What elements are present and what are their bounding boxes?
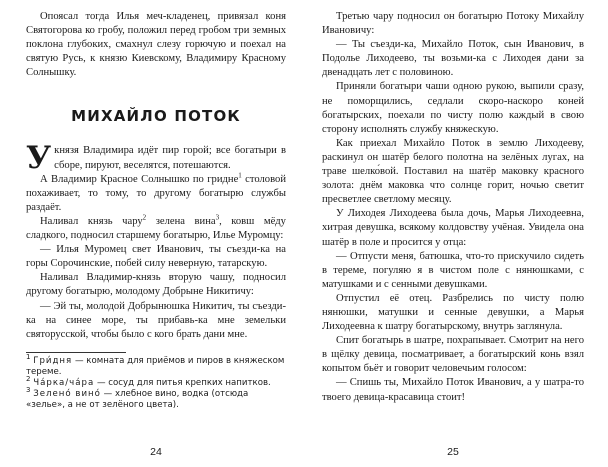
drop-cap-letter: У: [26, 140, 52, 177]
paragraph: [26, 173, 286, 215]
paragraph: — Спишь ты, Михайло Поток Иванович, а у шатра-то твоего девица-красавица стоит!: [322, 377, 584, 403]
footnote: [26, 385, 286, 411]
intro-paragraph: Опоясал тогда Илья меч-кладенец, привязал коня Святогорова ко гробу, положил перед гробом три земных поклона глубоких, смахнул слезу горючую и поехал на святую Русь, к князю Киевскому, Владимиру Красному Солнышку.: [26, 11, 286, 79]
page-number-left: 24: [150, 446, 162, 458]
paragraph: Приняли богатыри чаши одною рукою, выпили сразу, не поморщились, седлали скоро-наскоро коней богатырских, поехали по чисту полю каждый в свою сторону исполнять службу княжескую.: [322, 81, 584, 135]
footnote: [26, 352, 286, 378]
paragraph-text: А Владимир Красное Солнышко по гридне: [40, 173, 239, 185]
footnote-text: — комната для приёмов и пиров в княжеском тереме.: [26, 355, 285, 377]
footnote-term: Зелено́ вино́: [33, 388, 101, 399]
paragraph: — Эй ты, молодой Добрынюшка Никитич, ты съезди-ка на синее море, ты прибавь-ка мне земельки святорусской, чтобы было с кого брать дани мне.: [26, 300, 286, 340]
footnote-ref: 3: [215, 213, 220, 222]
paragraph-text: Наливал князь чару: [40, 215, 143, 227]
chapter-title: МИХАЙЛО ПОТОК: [71, 107, 241, 126]
footnote-text: — хлебное вино, водка (отсюда «зелье», а не от зелёного цвета).: [26, 388, 249, 410]
paragraph: Как приехал Михайло Поток в землю Лиходееву, раскинул он шатёр белого полотна на зелёных лугах, на траве шелко́вой. Поставил на шатёр маковку красного золота: днём маковка что солнце горит, ночью светит пресветлее светлому месяцу.: [322, 137, 584, 206]
footnote-number: 2: [26, 374, 31, 383]
footnote-ref: 2: [142, 213, 147, 222]
paragraph-text: зелена вина: [146, 215, 216, 227]
footnote-number: 1: [26, 352, 31, 361]
paragraph: Спит богатырь в шатре, похрапывает. Смотрит на него в щёлку девица, посматривает, а богатырский конь взял копытом бьёт и говорит человечьим голосом:: [322, 335, 584, 375]
paragraph: [26, 215, 286, 243]
page-number-right: 25: [447, 446, 459, 458]
footnote-term: Гри́дня: [33, 355, 73, 366]
paragraph-text: столовой похаживает, то тому, то другому богатырю службы раздаёт.: [26, 173, 287, 213]
opening-paragraph-text: князя Владимира идёт пир горой; все богатыри в сборе, пируют, веселятся, потешаются.: [54, 145, 286, 171]
paragraph-text: , ковш мёду сладкого, подносил старшему богатырю, Илье Муромцу:: [26, 215, 286, 242]
footnote-term: Ча́рка/ча́ра: [33, 377, 95, 388]
right-page: [304, 0, 608, 467]
paragraph: — Ты съезди-ка, Михайло Поток, сын Иванович, в Подолье Лиходеево, ты возьми-ка с Лиходея дани за двенадцать лет с половиною.: [322, 39, 584, 79]
footnote-divider: [26, 352, 126, 353]
paragraph: — Отпусти меня, батюшка, что-то прискучило сидеть в тереме, погуляю я в чистом поле с нянюшками, с матушками и с сенными девушками.: [322, 250, 584, 290]
footnote-text: — сосуд для питья крепких напитков.: [94, 377, 271, 388]
footnote: [26, 374, 286, 389]
footnote-ref: 1: [238, 171, 242, 180]
paragraph: Третью чару подносил он богатырю Потоку Михайлу Ивановичу:: [322, 11, 584, 37]
opening-paragraph: [26, 140, 286, 177]
paragraph: У Лиходея Лиходеева была дочь, Марья Лиходеевна, хитрая девушка, всякому колдовству учёная. Увидела она шатёр в поле и просится у отца:: [322, 208, 584, 248]
paragraph: — Илья Муромец свет Иванович, ты съезди-ка на горы Сорочинские, побей силу неверную, татарскую.: [26, 244, 286, 270]
footnote-number: 3: [26, 385, 31, 394]
paragraph: Наливал Владимир-князь вторую чашу, подносил другому богатырю, молодому Добрыне Никитичу:: [26, 272, 286, 298]
paragraph: Отпустил её отец. Разбрелись по чисту полю нянюшки, матушки и сенные девушки, а Марья Лиходеевна к шатру богатырскому, внутрь заглянула.: [322, 292, 584, 333]
